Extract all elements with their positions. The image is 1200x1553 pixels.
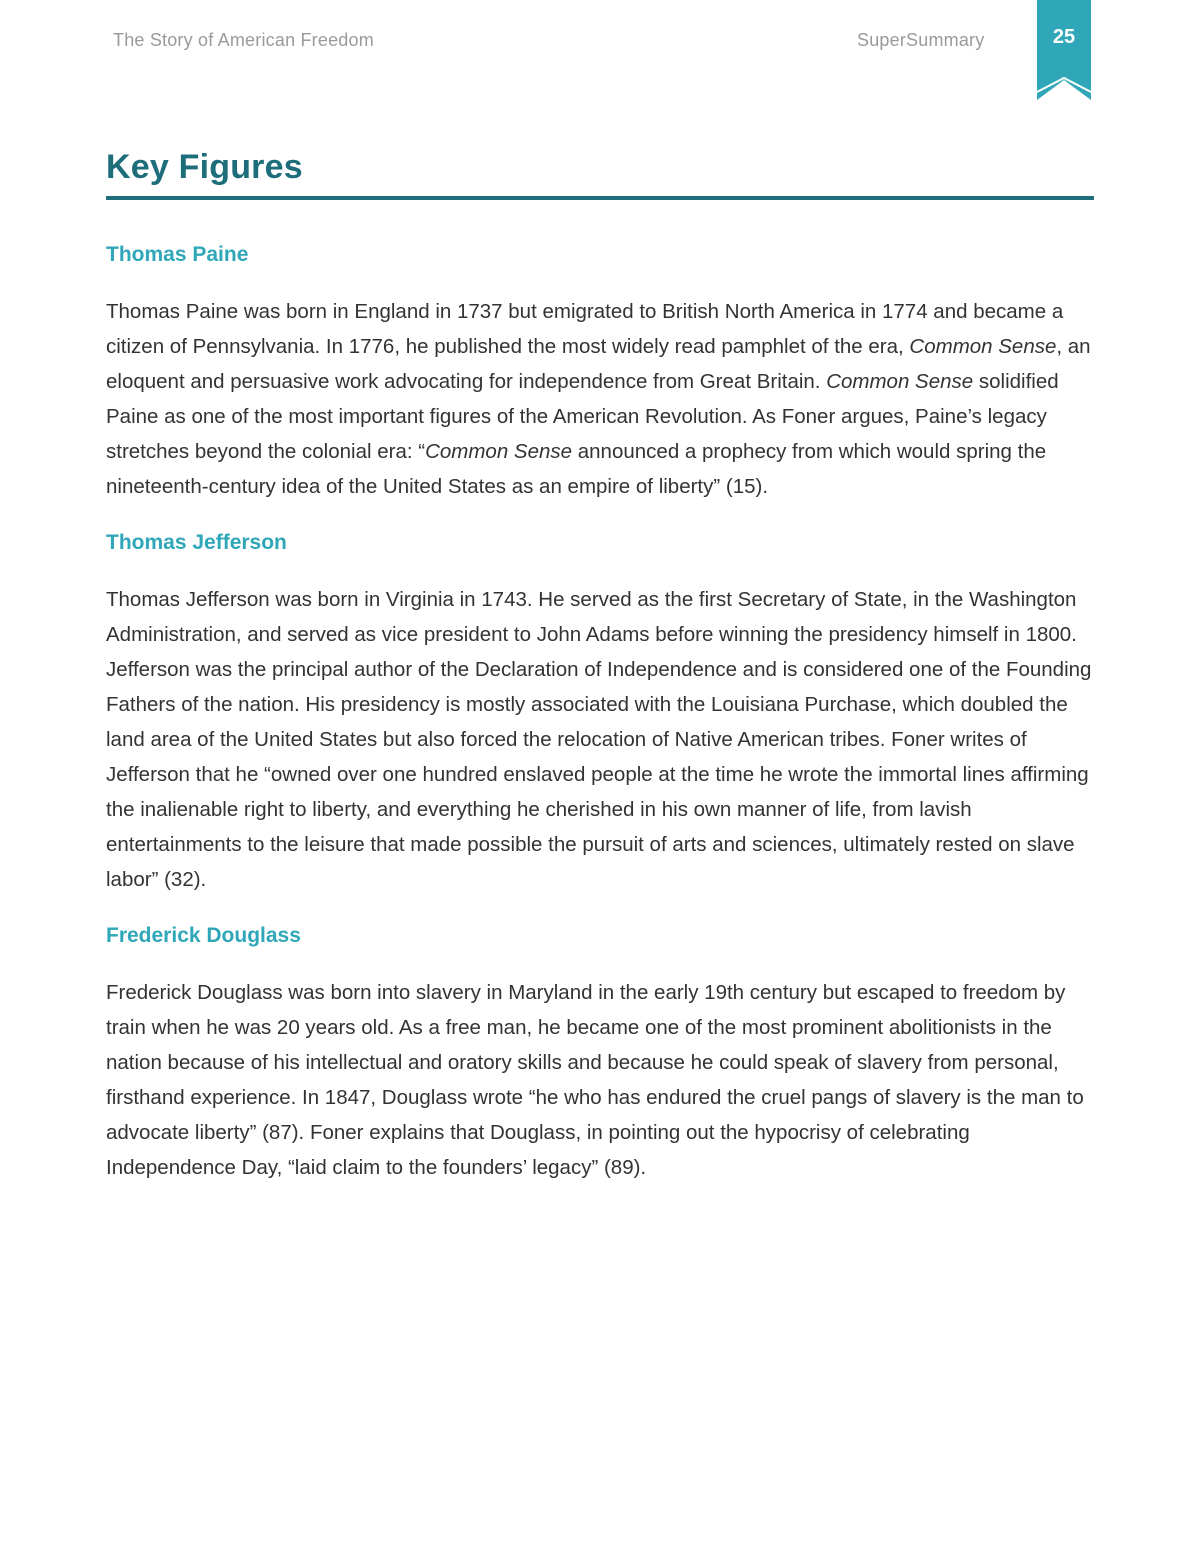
- section-title: Key Figures: [106, 148, 303, 186]
- figure-name-thomas-paine: Thomas Paine: [106, 243, 249, 266]
- running-header-brand: SuperSummary: [857, 30, 985, 50]
- figure-text-thomas-jefferson: Thomas Jefferson was born in Virginia in 1743. He served as the first Secretary of State, in the Washington Administration, and served as vice president to John Adams before winning the presidency himself in 1800. Jefferson was the principal author of the Declaration of Independence and is considered one of the Founding Fathers of the nation. His presidency is mostly associated with the Louisiana Purchase, which doubled the land area of the United States but also forced the relocation of Native American tribes. Foner writes of Jefferson that he “owned over one hundred enslaved people at the time he wrote the immortal lines affirming the inalienable right to liberty, and everything he cherished in his own manner of life, from lavish entertainments to the leisure that made possible the pursuit of arts and sciences, ultimately rested on slave labor” (32).: [106, 588, 1092, 891]
- paine-text-segment: solidified Paine as one of the most important figures of the American Revolution. As Foner argues, Paine’s legacy stretches beyond the colonial era: “: [106, 370, 1059, 463]
- paine-text-segment: announced a prophecy from which would spring the nineteenth-century idea of the United States as an empire of liberty” (15).: [106, 440, 1047, 498]
- book-title-common-sense: Common Sense: [909, 335, 1057, 358]
- running-header-title: The Story of American Freedom: [113, 30, 374, 50]
- book-title-common-sense: Common Sense: [826, 370, 974, 393]
- paine-text-segment: , an eloquent and persuasive work advocating for independence from Great Britain.: [106, 335, 1091, 393]
- title-divider: [106, 196, 1094, 200]
- figure-text-thomas-paine: [106, 294, 1096, 504]
- key-figures-content: [106, 238, 1096, 1185]
- bookmark-ribbon-icon: [1037, 0, 1091, 100]
- figure-name-frederick-douglass: Frederick Douglass: [106, 924, 301, 947]
- figure-text-frederick-douglass: Frederick Douglass was born into slavery in Maryland in the early 19th century but escaped to freedom by train when he was 20 years old. As a free man, he became one of the most prominent abolitionists in the nation because of his intellectual and oratory skills and because he could speak of slavery from personal, firsthand experience. In 1847, Douglass wrote “he who has endured the cruel pangs of slavery is the man to advocate liberty” (87). Foner explains that Douglass, in pointing out the hypocrisy of celebrating Independence Day, “laid claim to the founders’ legacy” (89).: [106, 981, 1084, 1179]
- paine-text-segment: Thomas Paine was born in England in 1737 but emigrated to British North America in 1774 and became a citizen of Pennsylvania. In 1776, he published the most widely read pamphlet of the era,: [106, 300, 1064, 358]
- figure-name-thomas-jefferson: Thomas Jefferson: [106, 531, 287, 554]
- page-number-bookmark: [1037, 0, 1091, 100]
- page-number: 25: [1052, 26, 1076, 48]
- book-title-common-sense: Common Sense: [425, 440, 573, 463]
